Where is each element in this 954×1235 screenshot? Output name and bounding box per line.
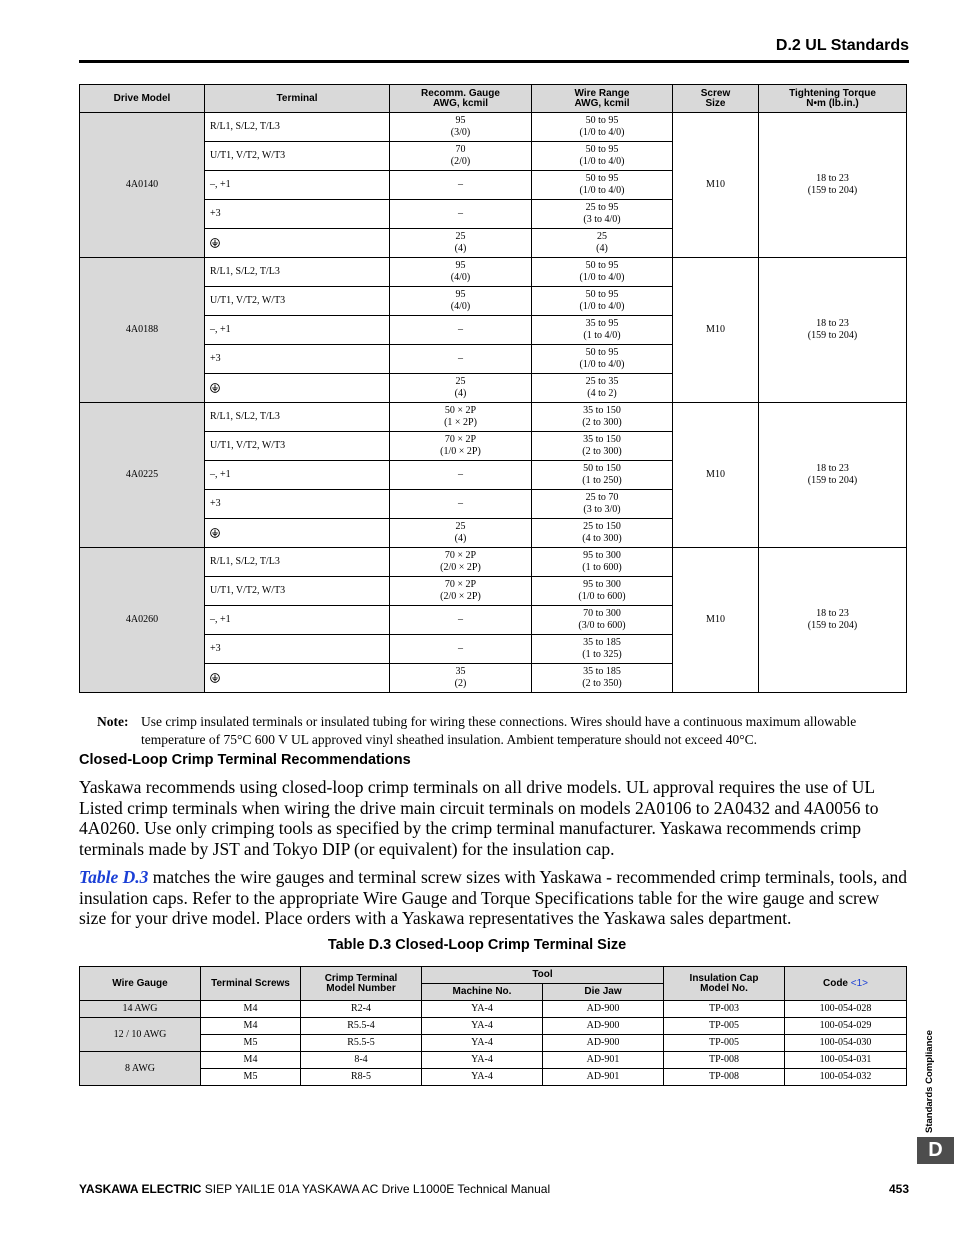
terminal-cell: –, +1 bbox=[205, 606, 390, 635]
terminal-screw-cell: M4 bbox=[201, 1018, 301, 1035]
header-terminal: Terminal bbox=[205, 85, 390, 113]
crimp-terminal-table bbox=[79, 966, 907, 1086]
terminal-cell: +3 bbox=[205, 635, 390, 664]
ground-icon bbox=[210, 383, 220, 393]
terminal-cell: +3 bbox=[205, 490, 390, 519]
die-jaw-cell: AD-900 bbox=[543, 1001, 664, 1018]
crimp-terminal-cell: R5.5-4 bbox=[301, 1018, 422, 1035]
table-caption: Table D.3 Closed-Loop Crimp Terminal Size bbox=[327, 937, 627, 953]
terminal-cell: R/L1, S/L2, T/L3 bbox=[205, 113, 390, 142]
ground-icon bbox=[210, 528, 220, 538]
recomm-gauge-cell: – bbox=[390, 490, 532, 519]
recomm-gauge-cell: 95 (3/0) bbox=[390, 113, 532, 142]
wire-table-row bbox=[80, 113, 907, 142]
recomm-gauge-cell: – bbox=[390, 200, 532, 229]
header-code: Code <1> bbox=[785, 967, 907, 1001]
recomm-gauge-cell: 25 (4) bbox=[390, 229, 532, 258]
crimp-terminal-cell: R8-5 bbox=[301, 1069, 422, 1086]
crimp-table-row bbox=[80, 1052, 907, 1069]
recomm-gauge-cell: 25 (4) bbox=[390, 519, 532, 548]
crimp-terminal-cell: R5.5-5 bbox=[301, 1035, 422, 1052]
wire-range-cell: 50 to 95 (1/0 to 4/0) bbox=[532, 287, 673, 316]
wire-table-row bbox=[80, 258, 907, 287]
header-crimp-terminal: Crimp Terminal Model Number bbox=[301, 967, 422, 1001]
recomm-gauge-cell: – bbox=[390, 461, 532, 490]
terminal-cell bbox=[205, 374, 390, 403]
machine-no-cell: YA-4 bbox=[422, 1069, 543, 1086]
header-wire-range: Wire Range AWG, kcmil bbox=[532, 85, 673, 113]
tightening-torque-cell: 18 to 23 (159 to 204) bbox=[759, 113, 907, 258]
crimp-table-row bbox=[80, 1018, 907, 1035]
tightening-torque-cell: 18 to 23 (159 to 204) bbox=[759, 548, 907, 693]
header-machine-no: Machine No. bbox=[422, 984, 543, 1001]
recomm-gauge-cell: 25 (4) bbox=[390, 374, 532, 403]
code-cell: 100-054-029 bbox=[785, 1018, 907, 1035]
recomm-gauge-cell: 95 (4/0) bbox=[390, 287, 532, 316]
machine-no-cell: YA-4 bbox=[422, 1001, 543, 1018]
drive-model-cell: 4A0140 bbox=[80, 113, 205, 258]
side-tab-label: Standards Compliance bbox=[924, 1030, 935, 1133]
recomm-gauge-cell: 70 (2/0) bbox=[390, 142, 532, 171]
wire-gauge-cell: 8 AWG bbox=[80, 1052, 201, 1086]
terminal-screw-cell: M5 bbox=[201, 1035, 301, 1052]
terminal-screw-cell: M5 bbox=[201, 1069, 301, 1086]
insulation-cap-cell: TP-008 bbox=[664, 1052, 785, 1069]
ground-icon bbox=[210, 673, 220, 683]
header-recomm-gauge: Recomm. Gauge AWG, kcmil bbox=[390, 85, 532, 113]
appendix-letter-tab: D bbox=[917, 1137, 954, 1164]
recomm-gauge-cell: 35 (2) bbox=[390, 664, 532, 693]
recomm-gauge-cell: 70 × 2P (1/0 × 2P) bbox=[390, 432, 532, 461]
header-die-jaw: Die Jaw bbox=[543, 984, 664, 1001]
note-label: Note: bbox=[97, 714, 129, 729]
wire-range-cell: 25 to 70 (3 to 3/0) bbox=[532, 490, 673, 519]
footer-doc-title: SIEP YAIL1E 01A YASKAWA AC Drive L1000E Technical Manual bbox=[201, 1182, 551, 1196]
terminal-cell: –, +1 bbox=[205, 316, 390, 345]
paragraph-1: Yaskawa recommends using closed-loop crimp terminals on all drive models. UL approval requires the use of UL Listed crimp terminals when wiring the drive main circuit terminals on models 2A0106 to 2A0432 and 4A0056 to 4A0260. Use only crimping tools as specified by the crimp terminal manufacturer. Yaskawa recommends crimp terminals made by JST and Tokyo DIP (or equivalent) for the insulation cap. bbox=[79, 777, 879, 859]
machine-no-cell: YA-4 bbox=[422, 1052, 543, 1069]
code-cell: 100-054-032 bbox=[785, 1069, 907, 1086]
wire-table-row bbox=[80, 548, 907, 577]
terminal-cell: R/L1, S/L2, T/L3 bbox=[205, 548, 390, 577]
terminal-cell bbox=[205, 664, 390, 693]
recomm-gauge-cell: 95 (4/0) bbox=[390, 258, 532, 287]
page-number: 453 bbox=[888, 1182, 909, 1196]
die-jaw-cell: AD-900 bbox=[543, 1035, 664, 1052]
recomm-gauge-cell: 70 × 2P (2/0 × 2P) bbox=[390, 577, 532, 606]
drive-model-cell: 4A0188 bbox=[80, 258, 205, 403]
wire-range-cell: 70 to 300 (3/0 to 600) bbox=[532, 606, 673, 635]
crimp-terminal-cell: R2-4 bbox=[301, 1001, 422, 1018]
header-screw-size: Screw Size bbox=[673, 85, 759, 113]
tightening-torque-cell: 18 to 23 (159 to 204) bbox=[759, 403, 907, 548]
wire-range-cell: 50 to 150 (1 to 250) bbox=[532, 461, 673, 490]
terminal-cell: –, +1 bbox=[205, 461, 390, 490]
wire-range-cell: 35 to 150 (2 to 300) bbox=[532, 403, 673, 432]
crimp-table-row bbox=[80, 1035, 907, 1052]
wire-range-cell: 50 to 95 (1/0 to 4/0) bbox=[532, 171, 673, 200]
insulation-cap-cell: TP-005 bbox=[664, 1018, 785, 1035]
terminal-cell: U/T1, V/T2, W/T3 bbox=[205, 287, 390, 316]
footer-brand: YASKAWA ELECTRIC bbox=[79, 1182, 202, 1196]
terminal-cell: –, +1 bbox=[205, 171, 390, 200]
paragraph-2 bbox=[79, 867, 909, 929]
insulation-cap-cell: TP-003 bbox=[664, 1001, 785, 1018]
wire-table-row bbox=[80, 403, 907, 432]
screw-size-cell: M10 bbox=[673, 258, 759, 403]
crimp-table-header-row-1 bbox=[80, 967, 907, 984]
paragraph-2-text: matches the wire gauges and terminal screw sizes with Yaskawa - recommended crimp terminals, tools, and insulation caps. Refer to the appropriate Wire Gauge and Torque Specifications table for the wire gauge and screw size for your drive model. Place orders with a Yaskawa representatives the Yaskawa sales department. bbox=[79, 867, 907, 928]
ground-icon bbox=[210, 238, 220, 248]
wire-range-cell: 25 to 35 (4 to 2) bbox=[532, 374, 673, 403]
wire-range-cell: 25 to 150 (4 to 300) bbox=[532, 519, 673, 548]
recomm-gauge-cell: 70 × 2P (2/0 × 2P) bbox=[390, 548, 532, 577]
recomm-gauge-cell: – bbox=[390, 635, 532, 664]
wire-range-cell: 25 to 95 (3 to 4/0) bbox=[532, 200, 673, 229]
wire-range-cell: 50 to 95 (1/0 to 4/0) bbox=[532, 258, 673, 287]
recomm-gauge-cell: 50 × 2P (1 × 2P) bbox=[390, 403, 532, 432]
header-insulation-cap: Insulation Cap Model No. bbox=[664, 967, 785, 1001]
subheading: Closed-Loop Crimp Terminal Recommendations bbox=[79, 752, 411, 768]
terminal-cell: U/T1, V/T2, W/T3 bbox=[205, 142, 390, 171]
terminal-cell bbox=[205, 519, 390, 548]
die-jaw-cell: AD-901 bbox=[543, 1052, 664, 1069]
table-d3-link[interactable]: Table D.3 bbox=[79, 867, 149, 887]
header-drive-model: Drive Model bbox=[80, 85, 205, 113]
note-text: Use crimp insulated terminals or insulated tubing for wiring these connections. Wires should have a continuous maximum allowable temperature of 75°C 600 V UL approved vinyl sheathed insulation. Ambient temperature should not exceed 40°C. bbox=[141, 714, 857, 747]
header-rule bbox=[79, 60, 909, 63]
recomm-gauge-cell: – bbox=[390, 316, 532, 345]
terminal-screw-cell: M4 bbox=[201, 1001, 301, 1018]
drive-model-cell: 4A0260 bbox=[80, 548, 205, 693]
header-terminal-screws: Terminal Screws bbox=[201, 967, 301, 1001]
insulation-cap-cell: TP-008 bbox=[664, 1069, 785, 1086]
recomm-gauge-cell: – bbox=[390, 345, 532, 374]
die-jaw-cell: AD-900 bbox=[543, 1018, 664, 1035]
terminal-cell: +3 bbox=[205, 345, 390, 374]
code-footnote-link[interactable]: <1> bbox=[850, 977, 869, 989]
wire-range-cell: 95 to 300 (1/0 to 600) bbox=[532, 577, 673, 606]
wire-gauge-cell: 14 AWG bbox=[80, 1001, 201, 1018]
wire-range-cell: 50 to 95 (1/0 to 4/0) bbox=[532, 345, 673, 374]
header-wire-gauge: Wire Gauge bbox=[80, 967, 201, 1001]
wire-range-cell: 95 to 300 (1 to 600) bbox=[532, 548, 673, 577]
recomm-gauge-cell: – bbox=[390, 171, 532, 200]
code-cell: 100-054-031 bbox=[785, 1052, 907, 1069]
crimp-table-row bbox=[80, 1001, 907, 1018]
header-tightening-torque: Tightening Torque N•m (lb.in.) bbox=[759, 85, 907, 113]
terminal-cell: R/L1, S/L2, T/L3 bbox=[205, 403, 390, 432]
wire-range-cell: 50 to 95 (1/0 to 4/0) bbox=[532, 142, 673, 171]
wire-range-cell: 35 to 185 (1 to 325) bbox=[532, 635, 673, 664]
note bbox=[97, 713, 857, 749]
machine-no-cell: YA-4 bbox=[422, 1035, 543, 1052]
crimp-terminal-cell: 8-4 bbox=[301, 1052, 422, 1069]
screw-size-cell: M10 bbox=[673, 548, 759, 693]
screw-size-cell: M10 bbox=[673, 113, 759, 258]
terminal-cell: U/T1, V/T2, W/T3 bbox=[205, 432, 390, 461]
code-cell: 100-054-030 bbox=[785, 1035, 907, 1052]
terminal-screw-cell: M4 bbox=[201, 1052, 301, 1069]
screw-size-cell: M10 bbox=[673, 403, 759, 548]
terminal-cell: U/T1, V/T2, W/T3 bbox=[205, 577, 390, 606]
machine-no-cell: YA-4 bbox=[422, 1018, 543, 1035]
terminal-cell bbox=[205, 229, 390, 258]
crimp-table-row bbox=[80, 1069, 907, 1086]
insulation-cap-cell: TP-005 bbox=[664, 1035, 785, 1052]
header-tool: Tool bbox=[422, 967, 664, 984]
tightening-torque-cell: 18 to 23 (159 to 204) bbox=[759, 258, 907, 403]
die-jaw-cell: AD-901 bbox=[543, 1069, 664, 1086]
terminal-cell: +3 bbox=[205, 200, 390, 229]
wire-range-cell: 50 to 95 (1/0 to 4/0) bbox=[532, 113, 673, 142]
side-tab bbox=[922, 1010, 934, 1135]
wire-table-header-row bbox=[80, 85, 907, 113]
wire-gauge-table bbox=[79, 84, 907, 693]
recomm-gauge-cell: – bbox=[390, 606, 532, 635]
drive-model-cell: 4A0225 bbox=[80, 403, 205, 548]
wire-range-cell: 35 to 150 (2 to 300) bbox=[532, 432, 673, 461]
footer bbox=[79, 1182, 550, 1196]
terminal-cell: R/L1, S/L2, T/L3 bbox=[205, 258, 390, 287]
code-cell: 100-054-028 bbox=[785, 1001, 907, 1018]
wire-range-cell: 25 (4) bbox=[532, 229, 673, 258]
wire-gauge-cell: 12 / 10 AWG bbox=[80, 1018, 201, 1052]
section-title: D.2 UL Standards bbox=[775, 37, 909, 54]
wire-range-cell: 35 to 95 (1 to 4/0) bbox=[532, 316, 673, 345]
wire-range-cell: 35 to 185 (2 to 350) bbox=[532, 664, 673, 693]
